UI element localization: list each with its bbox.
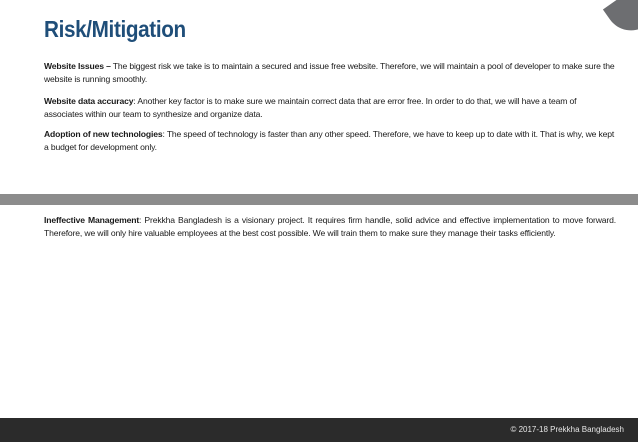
footer-bar: [0, 418, 638, 442]
risk-text: : Prekkha Bangladesh is a visionary project. It requires firm handle, solid advice and effective implementation to move forward. Therefore, we will only hire valuable employees at the best cost possible. We will train them to make sure they manage their tasks efficiently.: [44, 215, 616, 238]
risk-heading: Website data accuracy: [44, 96, 134, 106]
risk-heading: Ineffective Management: [44, 215, 140, 225]
risk-item-new-technologies: [44, 128, 616, 154]
risk-item-data-accuracy: [44, 95, 616, 121]
copyright-text: © 2017-18 Prekkha Bangladesh: [510, 425, 624, 434]
risk-text: : The speed of technology is faster than any other speed. Therefore, we have to keep up to date with it. That is why, we kept a budget for development only.: [44, 129, 615, 152]
risk-text: : Another key factor is to make sure we maintain correct data that are error free. In order to do that, we will have a team of associates within our team to synthesize and organize data.: [44, 96, 577, 119]
risk-text: The biggest risk we take is to maintain a secured and issue free website. Therefore, we will maintain a pool of developer to make sure the website is running smoothly.: [44, 61, 615, 84]
corner-decoration: [603, 0, 638, 41]
slide-title: Risk/Mitigation: [44, 16, 186, 42]
risk-item-website-issues: [44, 60, 616, 86]
risk-heading: Adoption of new technologies: [44, 129, 163, 139]
risk-item-management: [44, 214, 616, 240]
section-divider: [0, 194, 638, 205]
risk-heading: Website Issues –: [44, 61, 111, 71]
